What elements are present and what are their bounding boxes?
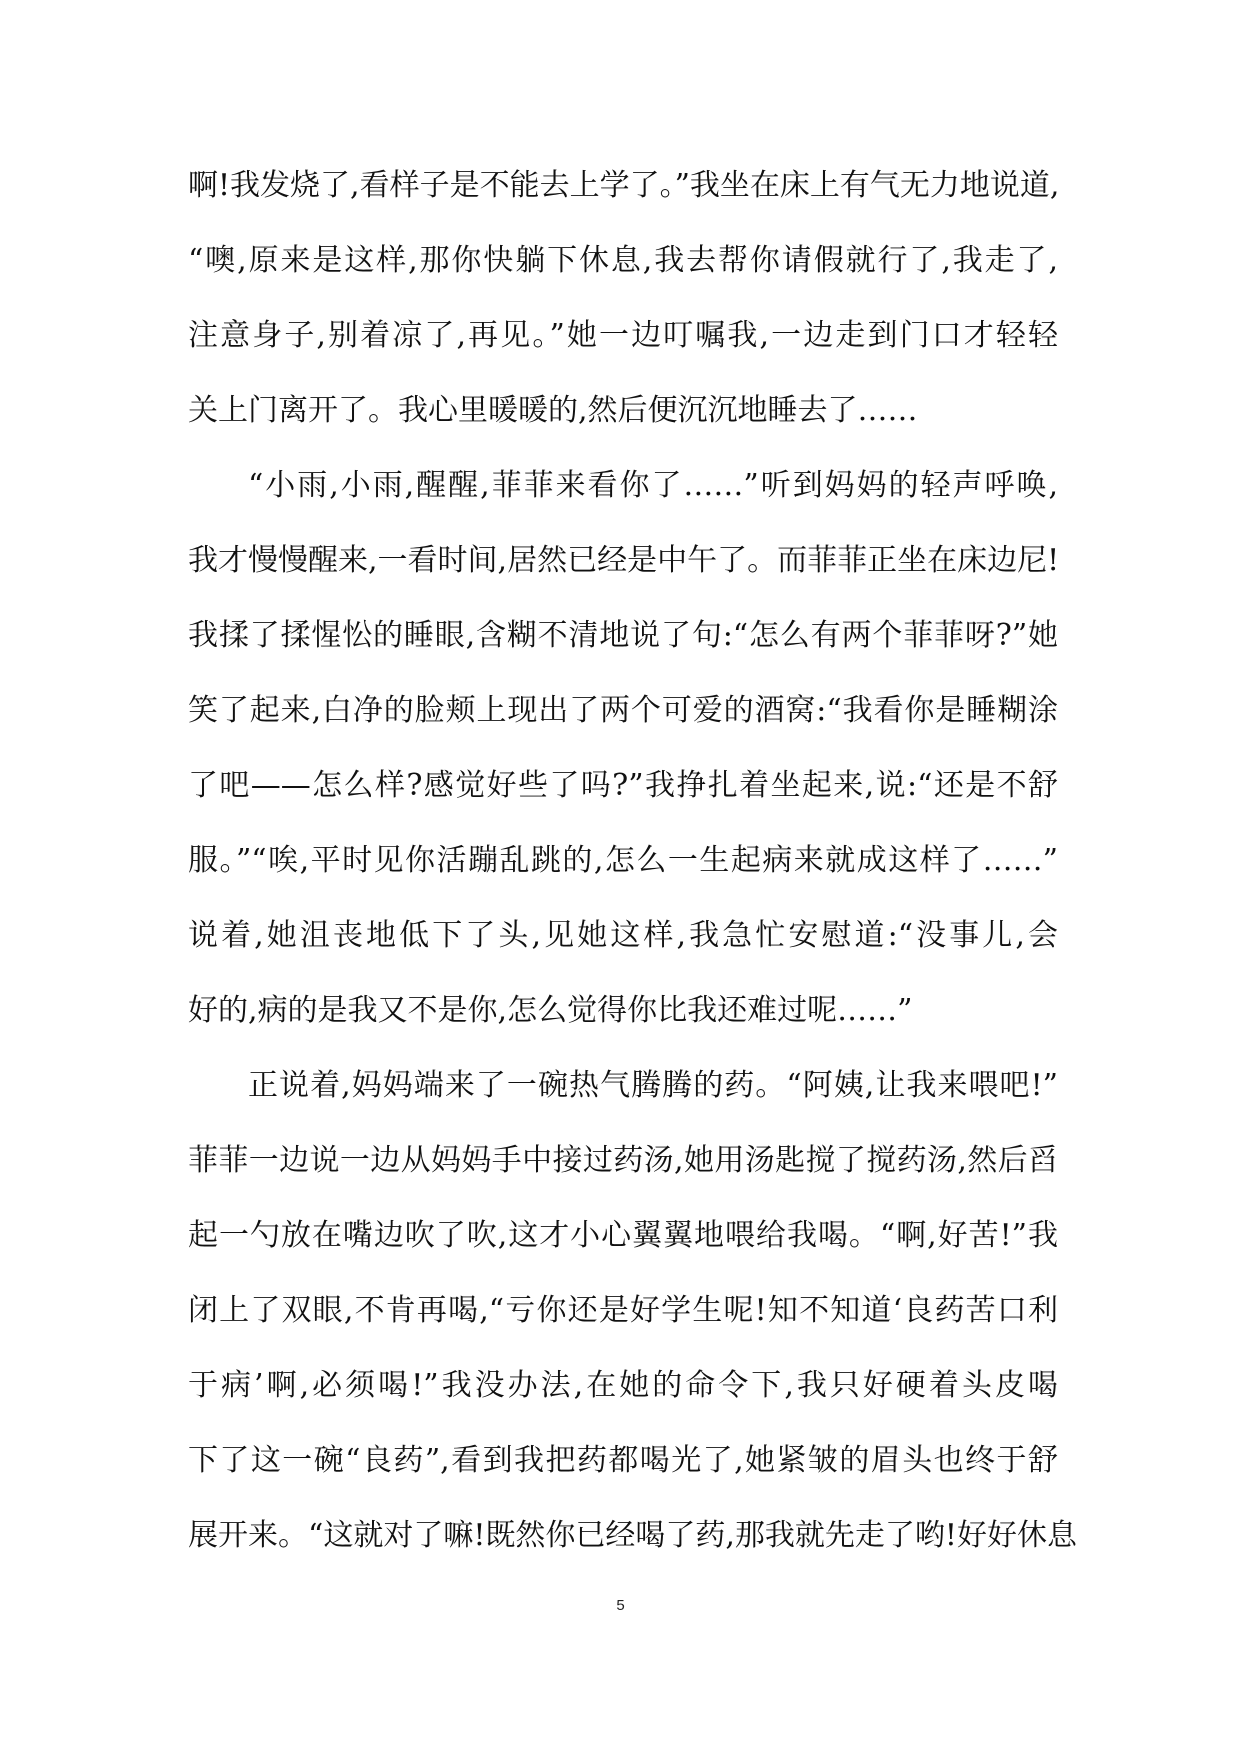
body-text (188, 148, 1077, 1573)
text-line: 起一勺放在嘴边吹了吹,这才小心翼翼地喂给我喝。“啊,好苦!”我 (188, 1218, 1058, 1253)
text-line: 服。”“唉,平时见你活蹦乱跳的,怎么一生起病来就成这样了……” (188, 843, 1058, 878)
text-line: 注意身子,别着凉了,再见。”她一边叮嘱我,一边走到门口才轻轻 (188, 318, 1058, 353)
text-line: 啊!我发烧了,看样子是不能去上学了。”我坐在床上有气无力地说道, (188, 168, 1060, 203)
text-line: 下了这一碗“良药”,看到我把药都喝光了,她紧皱的眉头也终于舒 (188, 1443, 1058, 1478)
text-line: 关上门离开了。我心里暖暖的,然后便沉沉地睡去了…… (188, 393, 918, 428)
text-line: 闭上了双眼,不肯再喝,“亏你还是好学生呢!知不知道‘良药苦口利 (188, 1293, 1058, 1328)
text-line: 展开来。“这就对了嘛!既然你已经喝了药,那我就先走了哟!好好休息 (188, 1518, 1077, 1553)
text-line: 好的,病的是我又不是你,怎么觉得你比我还难过呢……” (188, 993, 913, 1028)
text-line: 我揉了揉惺忪的睡眼,含糊不清地说了句:“怎么有两个菲菲呀?”她 (188, 618, 1058, 653)
text-line: 了吧——怎么样?感觉好些了吗?”我挣扎着坐起来,说:“还是不舒 (188, 768, 1058, 803)
text-line: 笑了起来,白净的脸颊上现出了两个可爱的酒窝:“我看你是睡糊涂 (188, 693, 1058, 728)
page-number: 5 (616, 1597, 625, 1614)
text-line: 说着,她沮丧地低下了头,见她这样,我急忙安慰道:“没事儿,会 (188, 918, 1058, 953)
text-line: 正说着,妈妈端来了一碗热气腾腾的药。“阿姨,让我来喂吧!” (248, 1068, 1058, 1103)
text-line: “噢,原来是这样,那你快躺下休息,我去帮你请假就行了,我走了, (188, 243, 1058, 278)
text-line: 我才慢慢醒来,一看时间,居然已经是中午了。而菲菲正坐在床边尼! (188, 543, 1060, 578)
text-line: “小雨,小雨,醒醒,菲菲来看你了……”听到妈妈的轻声呼唤, (248, 468, 1058, 503)
text-line: 菲菲一边说一边从妈妈手中接过药汤,她用汤匙搅了搅药汤,然后舀 (188, 1143, 1058, 1178)
text-line: 于病’啊,必须喝!”我没办法,在她的命令下,我只好硬着头皮喝 (188, 1368, 1058, 1403)
